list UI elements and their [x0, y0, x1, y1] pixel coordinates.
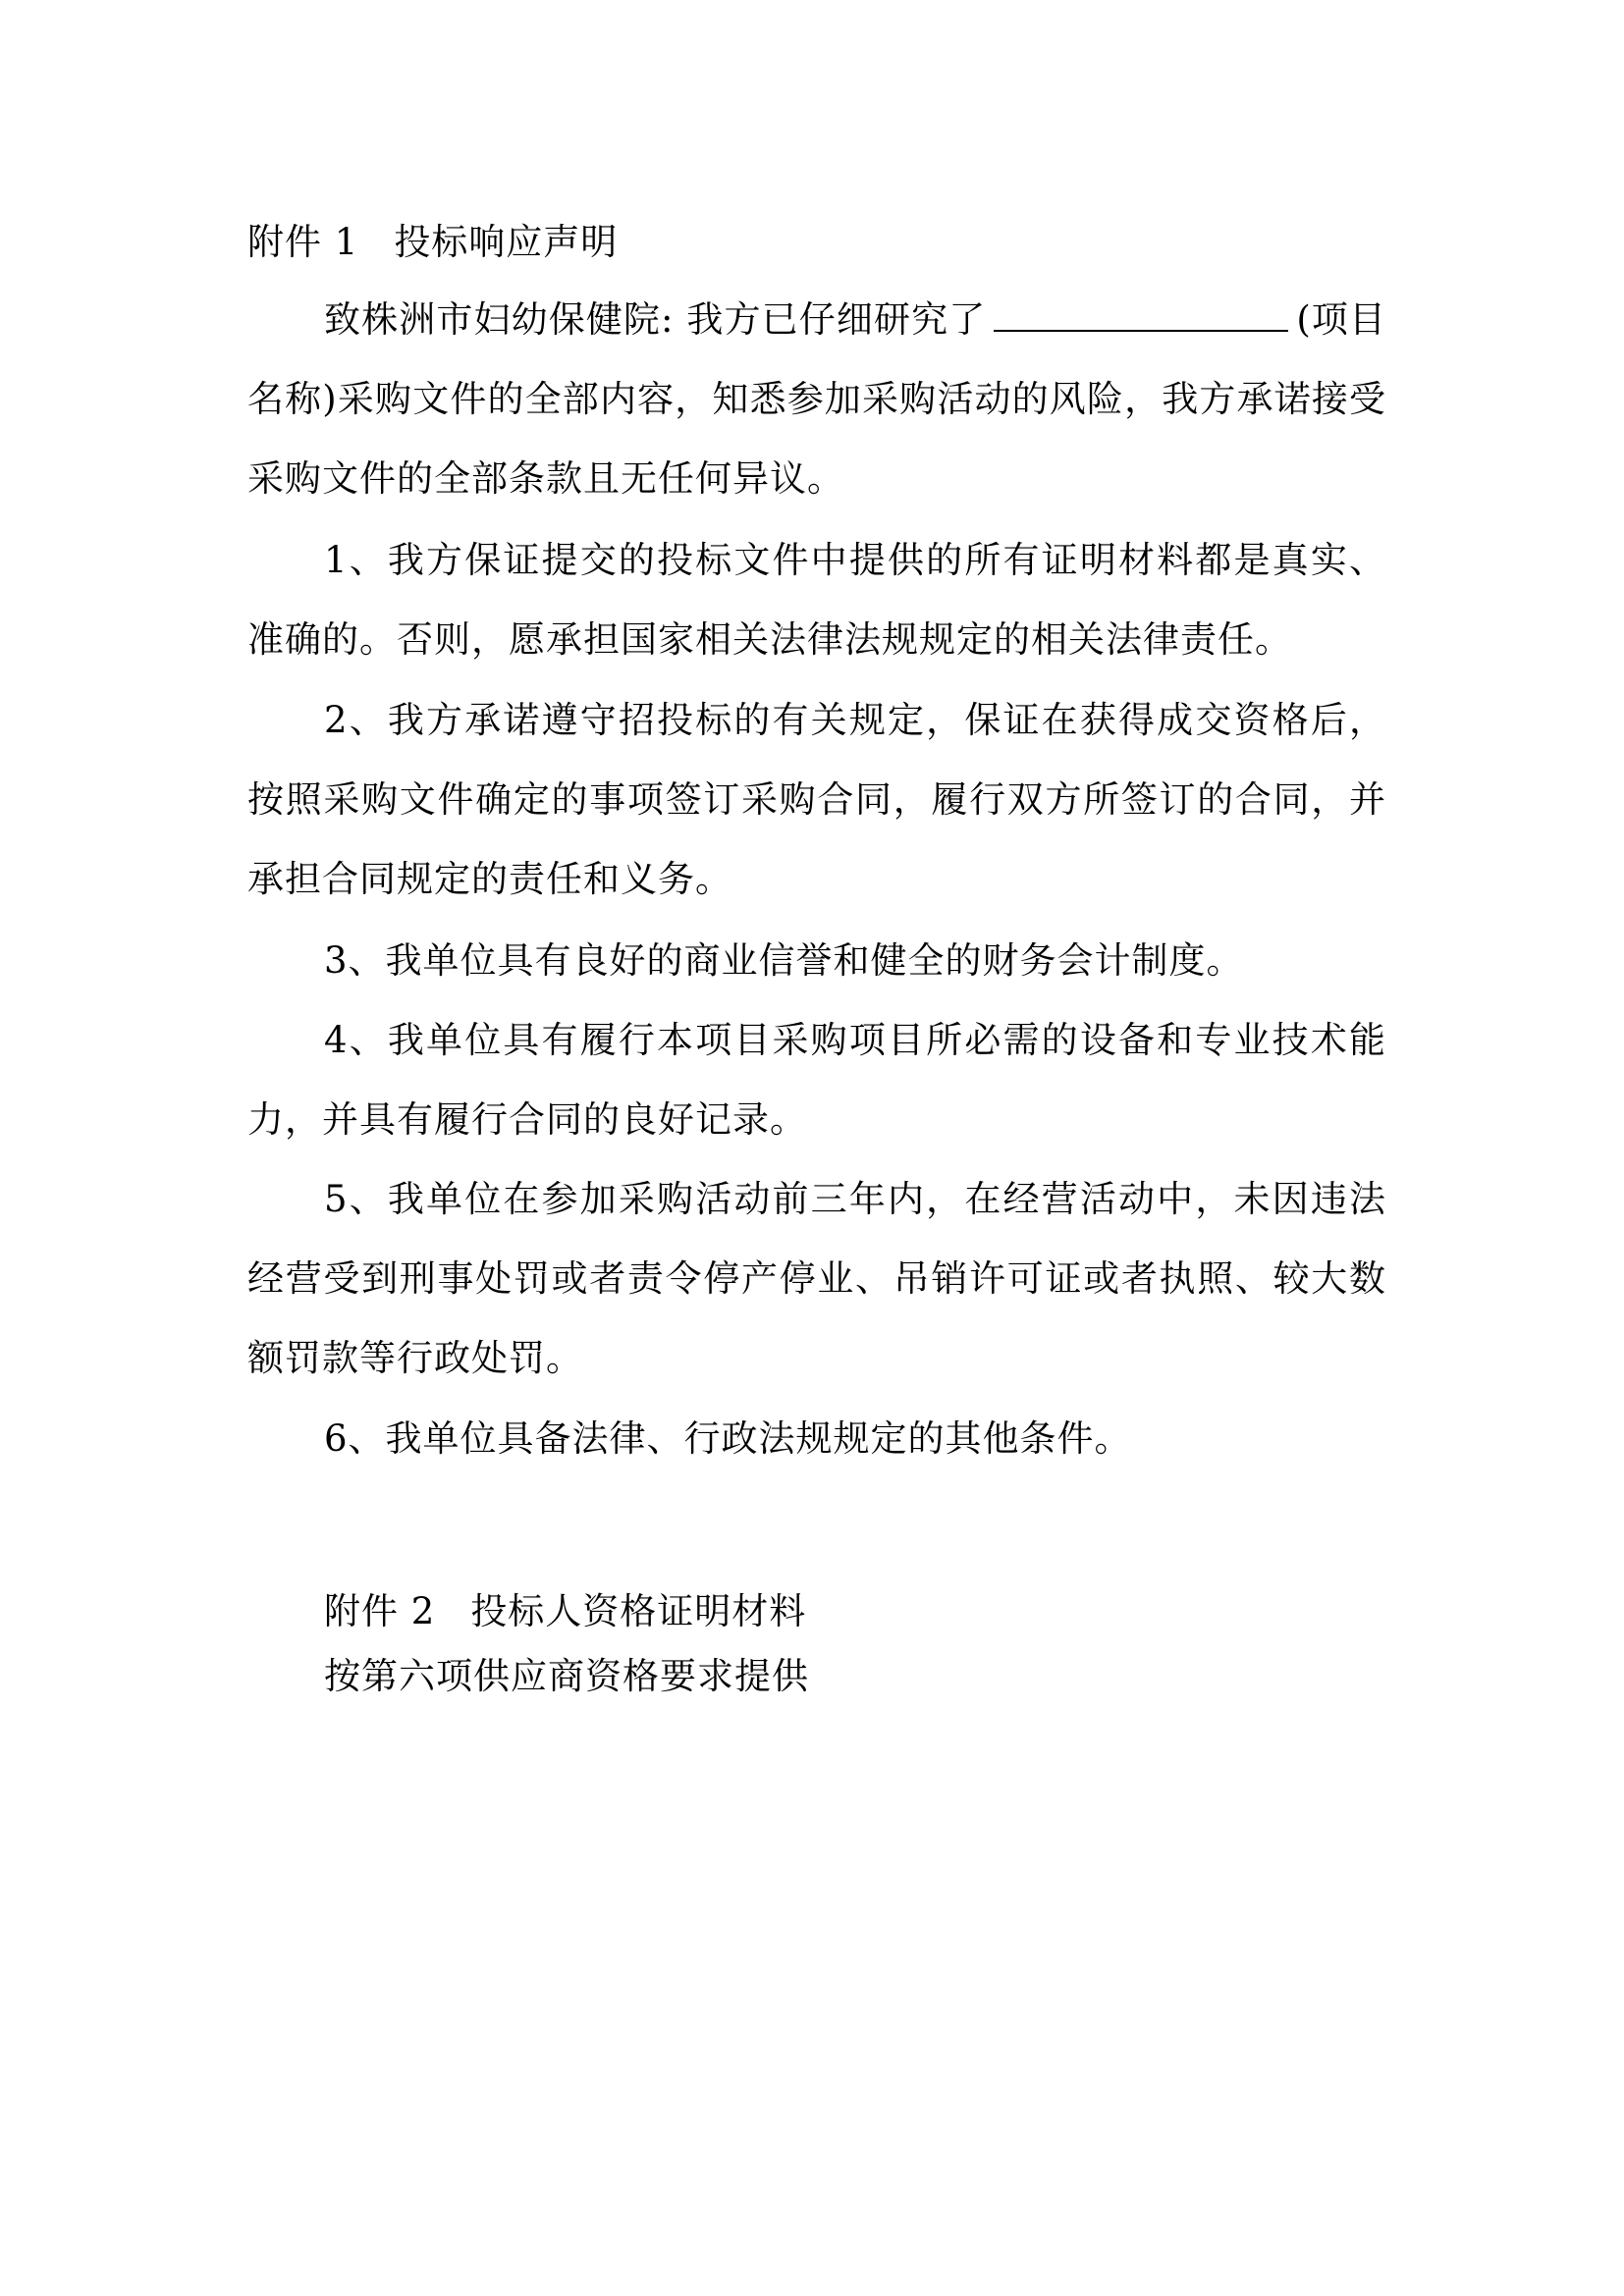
attachment-2-note: 按第六项供应商资格要求提供: [324, 1655, 809, 1697]
clause-5: 5、我单位在参加采购活动前三年内，在经营活动中，未因违法经营受到刑事处罚或者责令停产停业、吊销许可证或者执照、较大数额罚款等行政处罚。: [247, 1178, 1386, 1379]
clause-6: 6、我单位具备法律、行政法规规定的其他条件。: [324, 1417, 1132, 1460]
attachment-2-heading: [324, 1575, 806, 1648]
attachment-2-number: 附件 2: [324, 1590, 436, 1632]
intro-text-before-blank: 致株洲市妇幼保健院: 我方已仔细研究了: [324, 298, 987, 341]
intro-paragraph: [247, 280, 1386, 518]
clause-4: 4、我单位具有履行本项目采购项目所必需的设备和专业技术能力，并具有履行合同的良好记录。: [247, 1019, 1386, 1141]
attachment-1-title: 投标响应声明: [394, 221, 619, 263]
clause-3: 3、我单位具有良好的商业信誉和健全的财务会计制度。: [324, 939, 1244, 982]
clause-1: 1、我方保证提交的投标文件中提供的所有证明材料都是真实、准确的。否则，愿承担国家相关法律法规规定的相关法律责任。: [247, 539, 1386, 661]
intro-text-after-blank: (项目名称)采购文件的全部内容，知悉参加采购活动的风险，我方承诺接受采购文件的全部条款且无任何异议。: [247, 298, 1386, 500]
attachment-1-number: 附件 1: [247, 221, 359, 263]
attachment-1-heading: [247, 218, 618, 267]
project-name-blank: [994, 300, 1288, 332]
clause-2: 2、我方承诺遵守招投标的有关规定，保证在获得成交资格后，按照采购文件确定的事项签订采购合同，履行双方所签订的合同，并承担合同规定的责任和义务。: [247, 699, 1386, 900]
attachment-2-title: 投标人资格证明材料: [470, 1590, 807, 1632]
